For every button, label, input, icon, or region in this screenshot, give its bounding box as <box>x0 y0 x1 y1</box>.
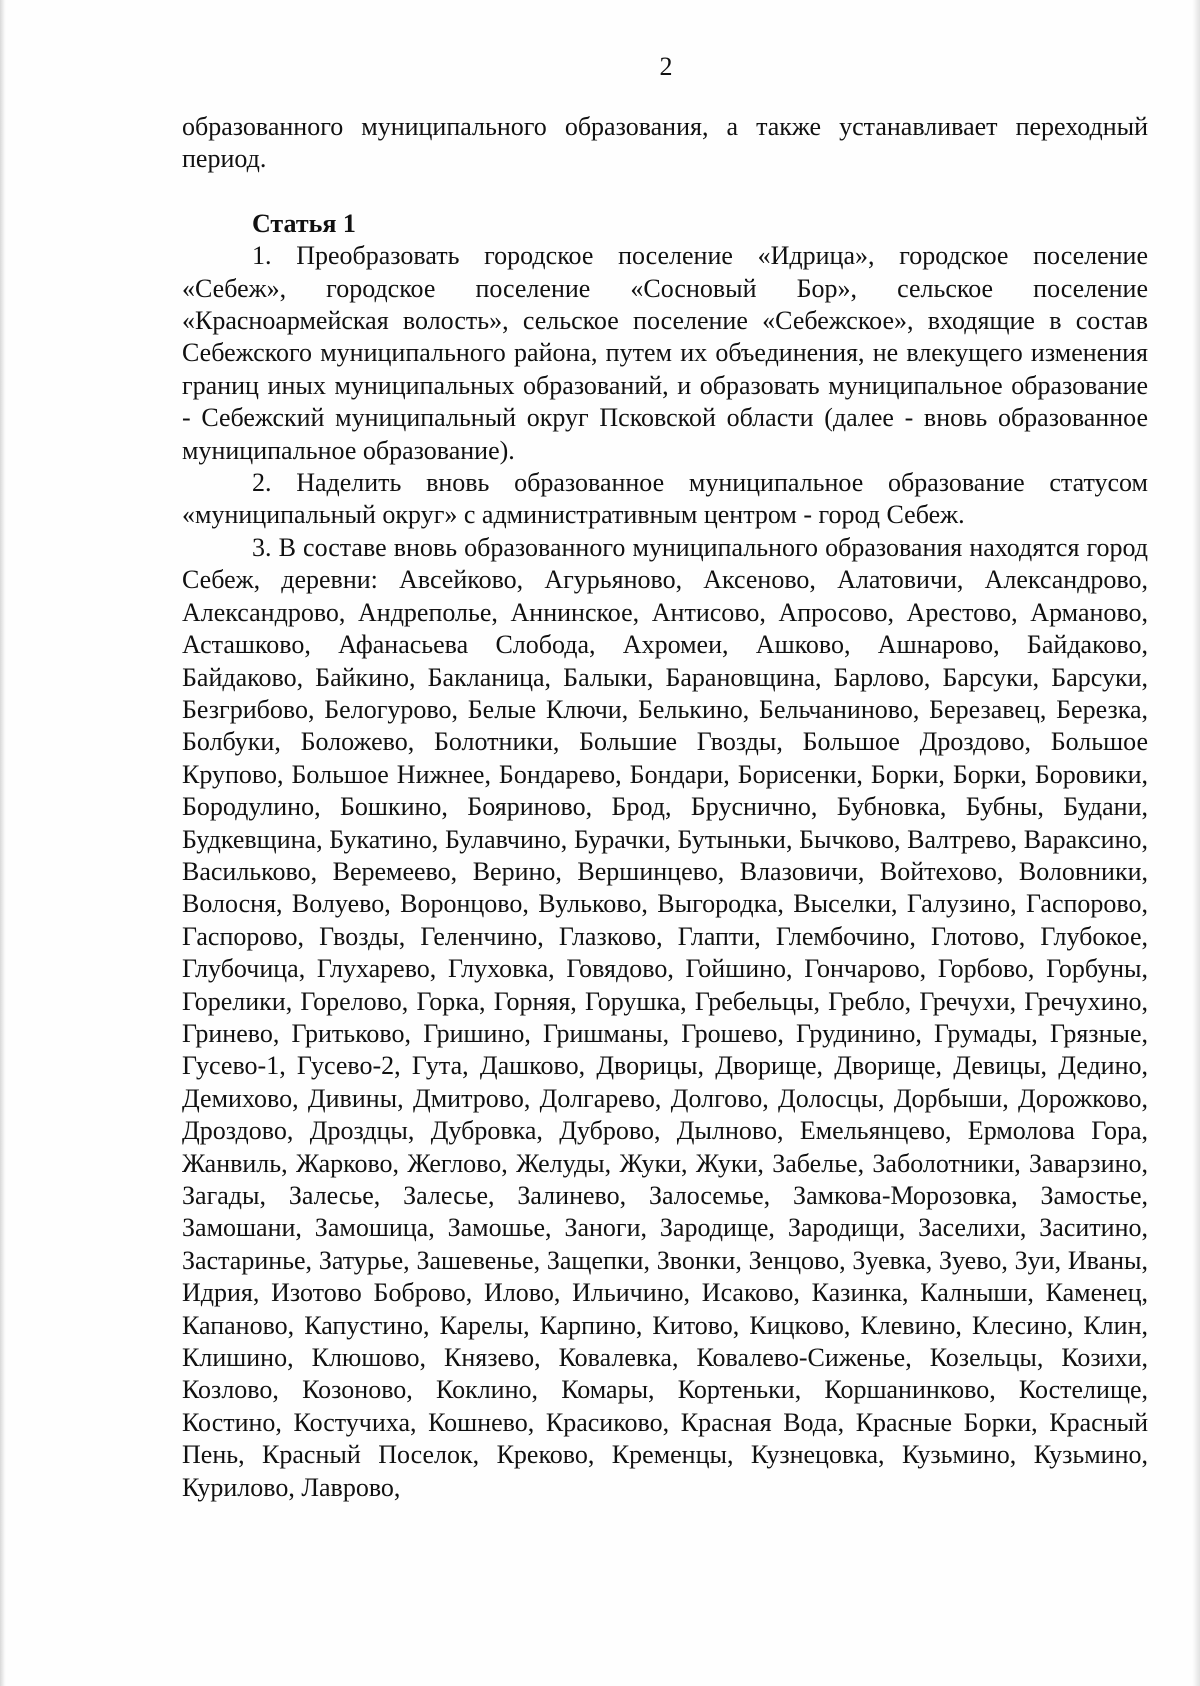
article-item-2: 2. Наделить вновь образованное муниципальное образование статусом «муниципальный округ» с административным центром - город Себеж. <box>182 468 1148 530</box>
intro-line-1: образованного муниципального образования, а также устанавливает <box>182 112 998 141</box>
section-spacer <box>182 176 1148 208</box>
intro-line-2: переходный период. <box>182 112 1148 174</box>
article-item-1: 1. Преобразовать городское поселение «Идрица», городское поселение «Себеж», городское поселение «Сосновый Бор», сельское поселение «Красноармейская волость», сельское поселение «Себежское», входящие в состав Себежского муниципального района, путем их объединения, не влекущего изменения границ иных муниципальных образований, и образовать муниципальное образование - Себежский муниципальный округ Псковской области (далее - вновь образованное муниципальное образование). <box>182 241 1148 465</box>
document-body <box>182 111 1148 1504</box>
article-heading: Статья 1 <box>252 208 356 238</box>
page-number: 2 <box>659 52 673 81</box>
scan-edge-left <box>0 0 6 1686</box>
article-item-3: 3. В составе вновь образованного муниципального образования находятся город Себеж, деревни: Авсейково, Агурьяново, Аксеново, Алатовичи, Александрово, Александрово, Андреполье, Аннинское, Антисово, Апросово, Арестово, Арманово, Асташково, Афанасьева Слобода, Ахромеи, Ашково, Ашнарово, Байдаково, Байдаково, Байкино, Бакланица, Балыки, Барановщина, Барлово, Барсуки, Барсуки, Безгрибово, Белогурово, Белые Ключи, Белькино, Бельчаниново, Березавец, Березка, Болбуки, Боложево, Болотники, Большие Гвозды, Большое Дроздово, Большое Крупово, Большое Нижнее, Бондарево, Бондари, Борисенки, Борки, Борки, Боровики, Бородулино, Бошкино, Бояриново, Брод, Бруснично, Бубновка, Бубны, Будани, Будкевщина, Букатино, Булавчино, Бурачки, Бутыньки, Бычково, Валтрево, Вараксино, Васильково, Веремеево, Верино, Вершинцево, Влазовичи, Войтехово, Воловники, Волосня, Волуево, Воронцово, Вульково, Выгородка, Выселки, Галузино, Гаспорово, Гаспорово, Гвозды, Геленчино, Глазково, Глапти, Глембочино, Глотово, Глубокое, Глубочица, Глухарево, Глуховка, Говядово, Гойшино, Гончарово, Горбово, Горбуны, Горелики, Горелово, Горка, Горняя, Горушка, Гребельцы, Гребло, Гречухи, Гречухино, Гринево, Гритьково, Гришино, Гришманы, Грошево, Грудинино, Грумады, Грязные, Гусево-1, Гусево-2, Гута, Дашково, Дворицы, Дворище, Дворище, Девицы, Дедино, Демихово, Дивины, Дмитрово, Долгарево, Долгово, Долосцы, Дорбыши, Дорожково, Дроздово, Дроздцы, Дубровка, Дуброво, Дылново, Емельянцево, Ермолова Гора, Жанвиль, Жарково, Жеглово, Желуды, Жуки, Жуки, Забелье, Заболотники, Заварзино, Загады, Залесье, Залесье, Залинево, Залосемье, Замкова-Морозовка, Замостье, Замошани, Замошица, Замошье, Заноги, Зародище, Зародищи, Заселихи, Заситино, Застаринье, Затурье, Зашевенье, Защепки, Звонки, Зенцово, Зуевка, Зуево, Зуи, Иваны, Идрия, Изотово Боброво, Илово, Ильичино, Исаково, Казинка, Калныши, Каменец, Капаново, Капустино, Карелы, Карпино, Китово, Кицково, Клевино, Клесино, Клин, Клишино, Клюшово, Князево, Ковалевка, Ковалево-Сиженье, Козельцы, Козихи, Козлово, Козоново, Коклино, Комары, Кортеньки, Коршанинково, Костелище, Костино, Костучиха, Кошнево, Красиково, Красная Вода, Красные Борки, Красный Пень, Красный Поселок, Креково, Кременцы, Кузнецовка, Кузьмино, Кузьмино, Курилово, Лаврово, <box>182 532 1148 1502</box>
intro-paragraph <box>182 111 1148 176</box>
scan-edge-right <box>1192 0 1200 1686</box>
